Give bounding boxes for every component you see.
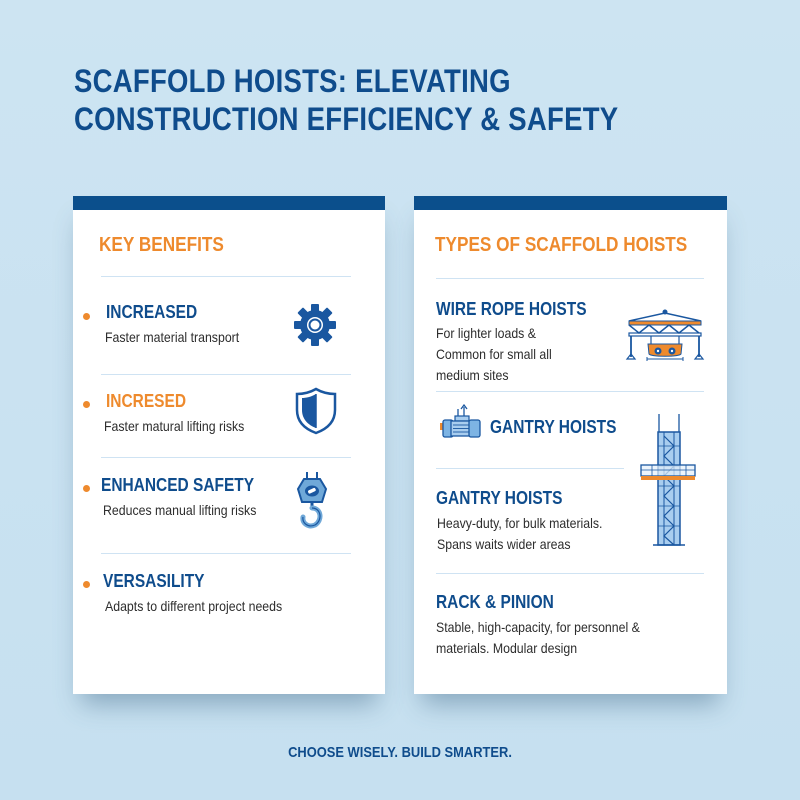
benefit-description: Adapts to different project needs (105, 598, 283, 614)
type-description: Stable, high-capacity, for personnel & materials. Modular design (436, 619, 640, 656)
key-benefits-card (73, 196, 385, 694)
page-title (74, 62, 659, 138)
type-title-wire-rope: WIRE ROPE HOISTS (436, 299, 587, 319)
bullet-dot (83, 313, 90, 320)
benefit-title-versasility: VERSASILITY (103, 571, 205, 591)
benefit-title-increased: INCREASED (106, 302, 198, 322)
shield-icon (293, 386, 339, 436)
gear-icon (291, 301, 339, 349)
gantry-crane-icon (623, 307, 707, 363)
hoist-tower-icon (638, 412, 698, 547)
type-title-gantry-hoists: GANTRY HOISTS (436, 488, 563, 508)
divider (436, 278, 704, 279)
divider (436, 573, 704, 574)
benefit-description: Reduces manual lifting risks (103, 502, 257, 518)
type-description: Heavy-duty, for bulk materials. Spans waits wider areas (437, 515, 603, 552)
title-line-2: CONSTRUCTION EFFICIENCY & SAFETY (74, 101, 619, 137)
footer-tagline: CHOOSE WISELY. BUILD SMARTER. (288, 744, 512, 761)
motor-icon (438, 404, 484, 444)
bullet-dot (83, 581, 90, 588)
divider (101, 553, 351, 554)
benefit-description: Faster material transport (105, 329, 240, 345)
type-description: For lighter loads & Common for small all medium sites (436, 325, 552, 383)
divider (101, 374, 351, 375)
key-benefits-heading: KEY BENEFITS (99, 234, 224, 256)
divider (436, 391, 704, 392)
bullet-dot (83, 401, 90, 408)
divider (436, 468, 624, 469)
title-line-1: SCAFFOLD HOISTS: ELEVATING (74, 63, 511, 99)
card-header-bar (73, 196, 385, 210)
hoist-types-heading: TYPES OF SCAFFOLD HOISTS (435, 234, 688, 256)
hoist-types-card (414, 196, 727, 694)
type-title-rack-pinion: RACK & PINION (436, 592, 554, 612)
divider (101, 276, 351, 277)
benefit-description: Faster matural lifting risks (104, 418, 245, 434)
crane-hook-icon (295, 470, 329, 530)
divider (101, 457, 351, 458)
card-header-bar (414, 196, 727, 210)
benefit-title-enhanced-safety: ENHANCED SAFETY (101, 475, 255, 495)
benefit-title-incresed: INCRESED (106, 391, 186, 411)
bullet-dot (83, 485, 90, 492)
type-title-gantry-hoists-motor: GANTRY HOISTS (490, 417, 617, 437)
